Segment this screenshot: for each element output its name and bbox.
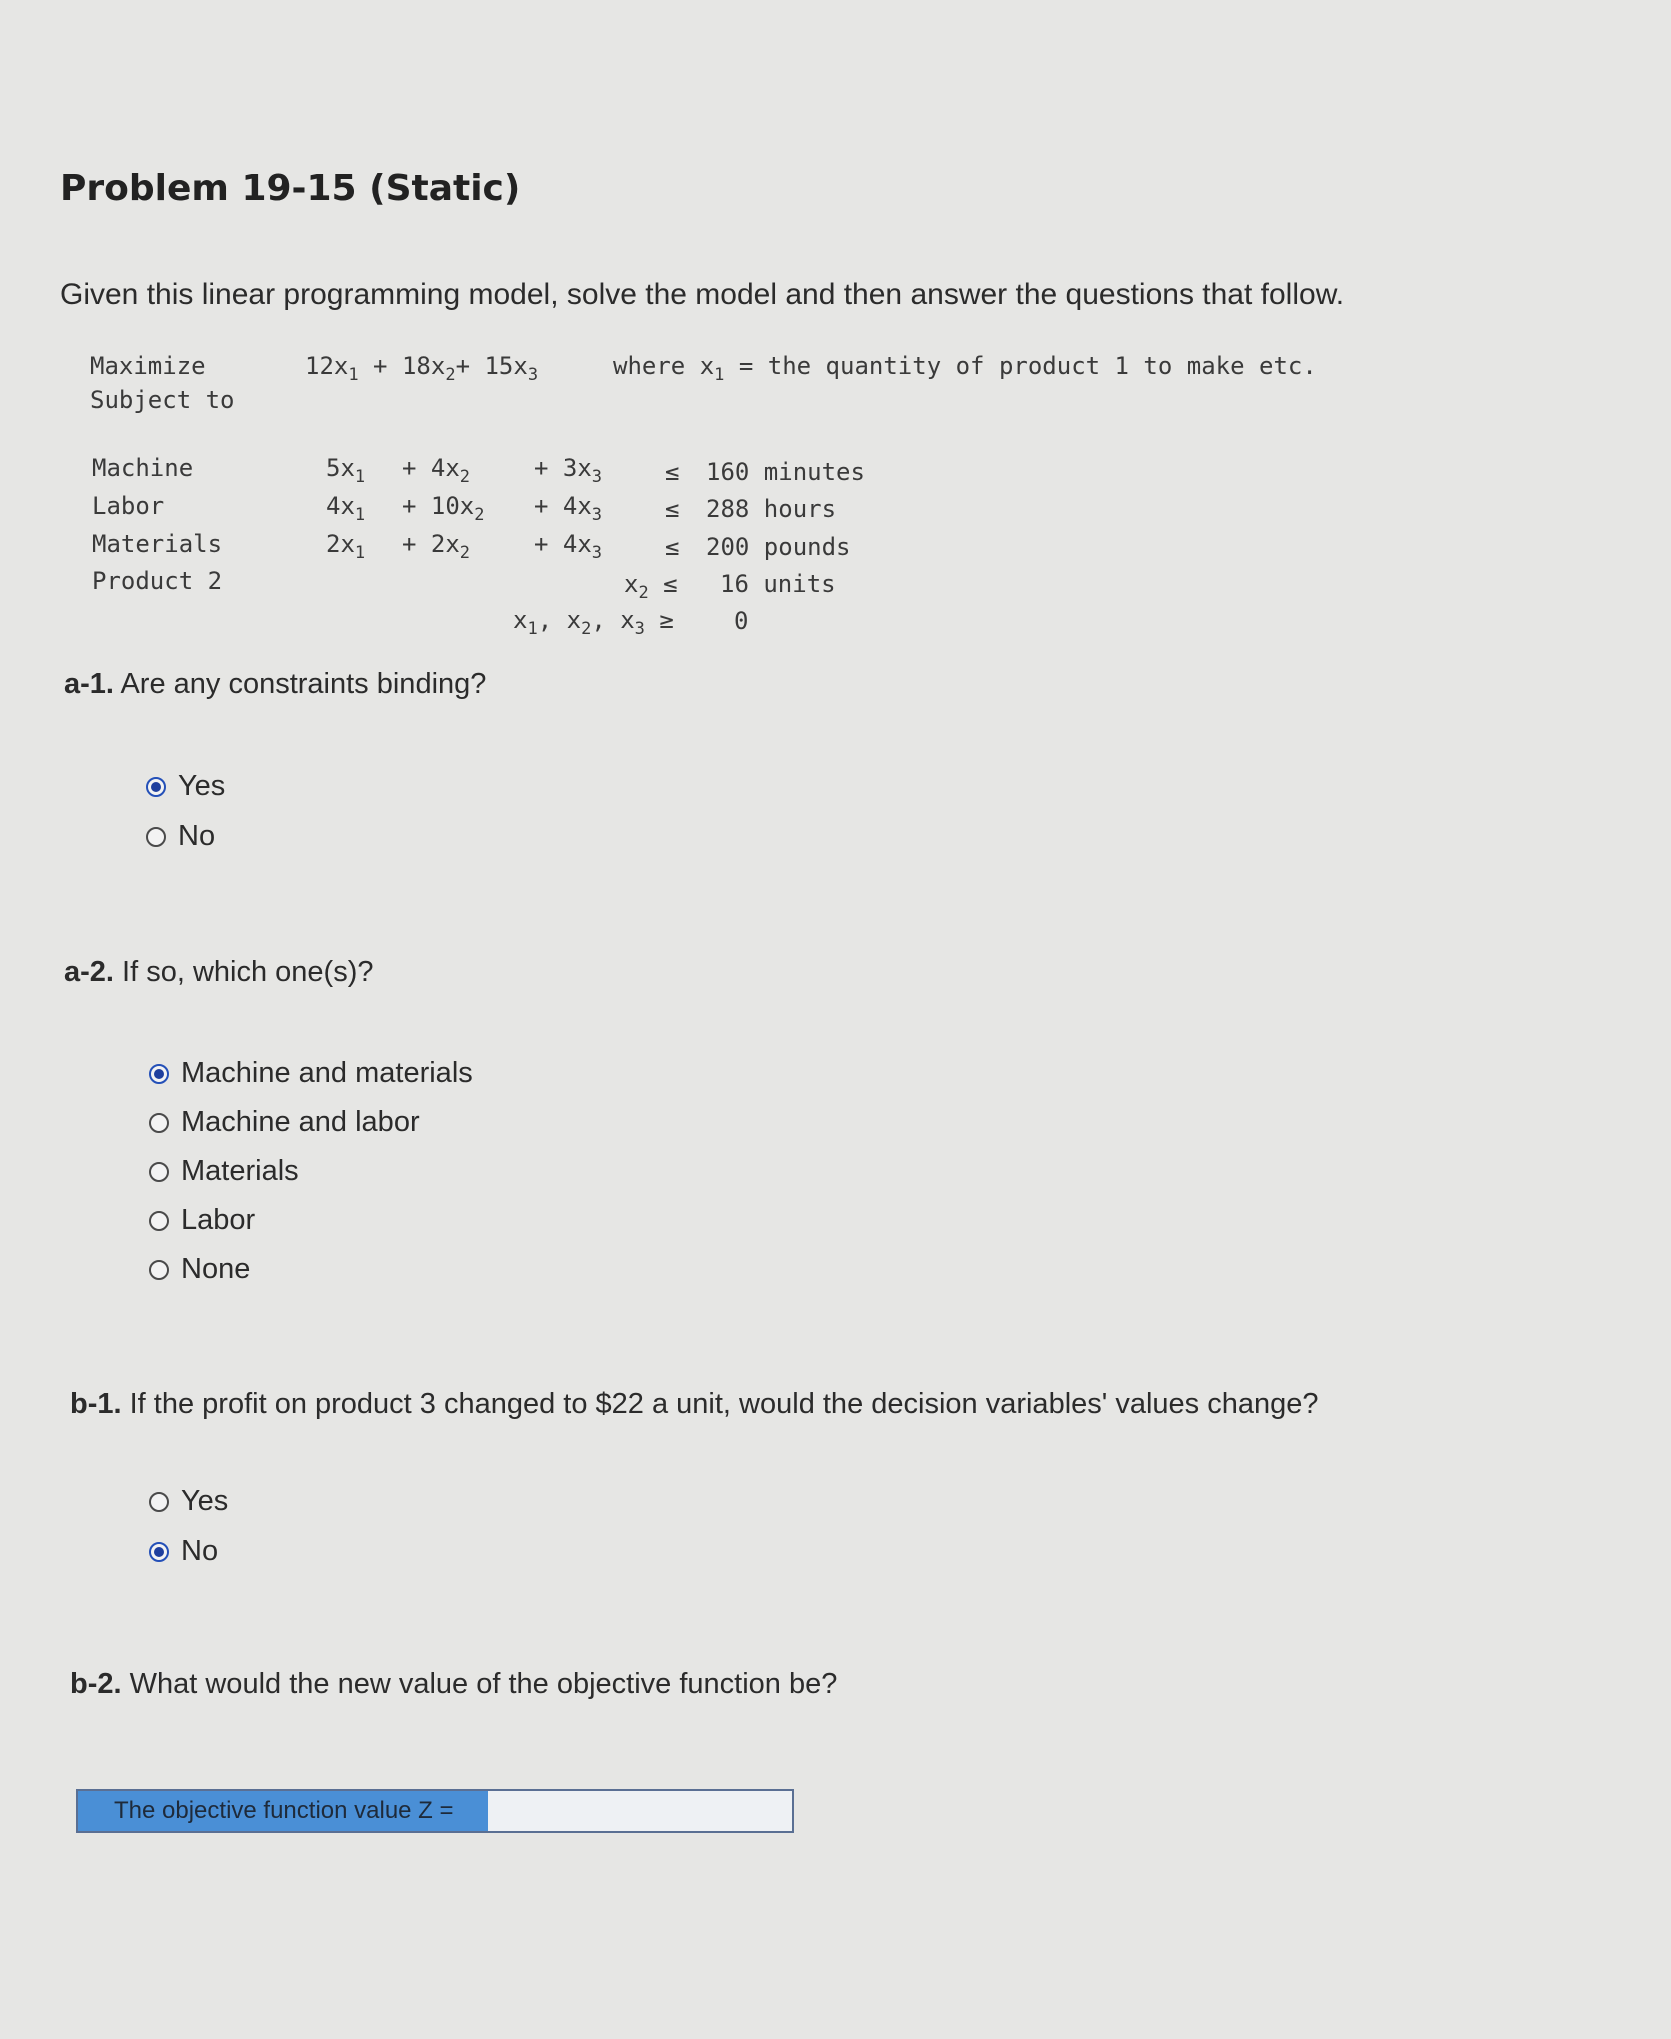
question-b2	[70, 1668, 837, 1701]
a2-machine-and-labor-radio[interactable]	[149, 1113, 169, 1133]
question-a1-number: a-1.	[64, 668, 114, 700]
a2-option-machine-and-labor[interactable]	[149, 1106, 420, 1139]
labor-term-x2: + $10x_2$	[402, 492, 485, 525]
labor-term-x3: + $4x_3$	[534, 492, 603, 525]
question-a1	[64, 668, 486, 701]
constraint-machine-name: Machine	[92, 454, 194, 482]
constraint-product2-name: Product 2	[92, 567, 223, 595]
question-b2-number: b-2.	[70, 1668, 122, 1700]
a2-machine-and-materials-radio[interactable]	[149, 1064, 169, 1084]
a1-no-label: No	[178, 820, 216, 852]
a2-option-none[interactable]	[149, 1253, 250, 1286]
nonnegativity-lhs: $x_1$, $x_2$, $x_3$ ≥	[513, 606, 674, 639]
product2-rhs: 16 units	[720, 570, 836, 598]
b1-no-label: No	[181, 1535, 219, 1567]
a1-option-no[interactable]	[146, 820, 215, 853]
labor-term-x1: $4x_1$	[326, 492, 366, 525]
a2-none-radio[interactable]	[149, 1260, 169, 1280]
machine-rhs: 160 minutes	[706, 458, 865, 486]
materials-operator: ≤	[665, 533, 680, 561]
b1-option-no[interactable]	[149, 1535, 218, 1568]
question-a2	[64, 956, 374, 989]
machine-operator: ≤	[665, 458, 680, 486]
labor-operator: ≤	[665, 495, 680, 523]
maximize-label: Maximize	[90, 352, 206, 380]
subject-to-label: Subject to	[90, 386, 235, 414]
materials-term-x2: + $2x_2$	[402, 530, 471, 563]
question-b2-text: What would the new value of the objective function be?	[129, 1668, 838, 1700]
b1-yes-radio[interactable]	[149, 1492, 169, 1512]
problem-intro: Given this linear programming model, solve the model and then answer the questions that follow.	[60, 278, 1345, 311]
nonnegativity-rhs: 0	[734, 607, 749, 635]
b1-option-yes[interactable]	[149, 1485, 228, 1518]
problem-title: Problem 19-15 (Static)	[60, 168, 521, 209]
product2-lhs: $x_2$ ≤	[624, 570, 678, 603]
machine-term-x3: + $3x_3$	[534, 454, 603, 487]
materials-term-x1: $2x_1$	[326, 530, 366, 563]
objective-function: $12x_1 + 18x_2+ 15x_3$	[305, 352, 539, 385]
a2-option-machine-and-materials[interactable]	[149, 1057, 473, 1090]
a2-materials-label: Materials	[181, 1155, 299, 1187]
where-note: where $x_1$ = the quantity of product 1 to make etc.	[613, 352, 1317, 385]
a1-no-radio[interactable]	[146, 827, 166, 847]
a1-option-yes[interactable]	[146, 770, 225, 803]
machine-term-x2: + $4x_2$	[402, 454, 471, 487]
question-b1	[70, 1388, 1319, 1421]
question-a2-number: a-2.	[64, 956, 114, 988]
a2-option-labor[interactable]	[149, 1204, 255, 1237]
question-a1-text: Are any constraints binding?	[120, 668, 487, 700]
materials-term-x3: + $4x_3$	[534, 530, 603, 563]
a2-machine-and-materials-label: Machine and materials	[181, 1057, 473, 1089]
a2-materials-radio[interactable]	[149, 1162, 169, 1182]
constraint-materials-name: Materials	[92, 530, 223, 558]
b1-yes-label: Yes	[181, 1485, 229, 1517]
labor-rhs: 288 hours	[706, 495, 837, 523]
a2-option-materials[interactable]	[149, 1155, 299, 1188]
machine-term-x1: $5x_1$	[326, 454, 366, 487]
b1-no-radio[interactable]	[149, 1542, 169, 1562]
a1-yes-radio[interactable]	[146, 777, 166, 797]
question-a2-text: If so, which one(s)?	[122, 956, 374, 988]
a2-none-label: None	[181, 1253, 251, 1285]
question-b1-number: b-1.	[70, 1388, 122, 1420]
question-b1-text: If the profit on product 3 changed to $22 a unit, would the decision variables' values change?	[129, 1388, 1319, 1420]
objective-value-input[interactable]	[488, 1791, 792, 1831]
a1-yes-label: Yes	[178, 770, 226, 802]
objective-value-answer-row	[76, 1789, 794, 1833]
objective-value-label: The objective function value Z =	[78, 1791, 488, 1831]
materials-rhs: 200 pounds	[706, 533, 851, 561]
constraint-labor-name: Labor	[92, 492, 165, 520]
a2-machine-and-labor-label: Machine and labor	[181, 1106, 420, 1138]
a2-labor-label: Labor	[181, 1204, 256, 1236]
a2-labor-radio[interactable]	[149, 1211, 169, 1231]
